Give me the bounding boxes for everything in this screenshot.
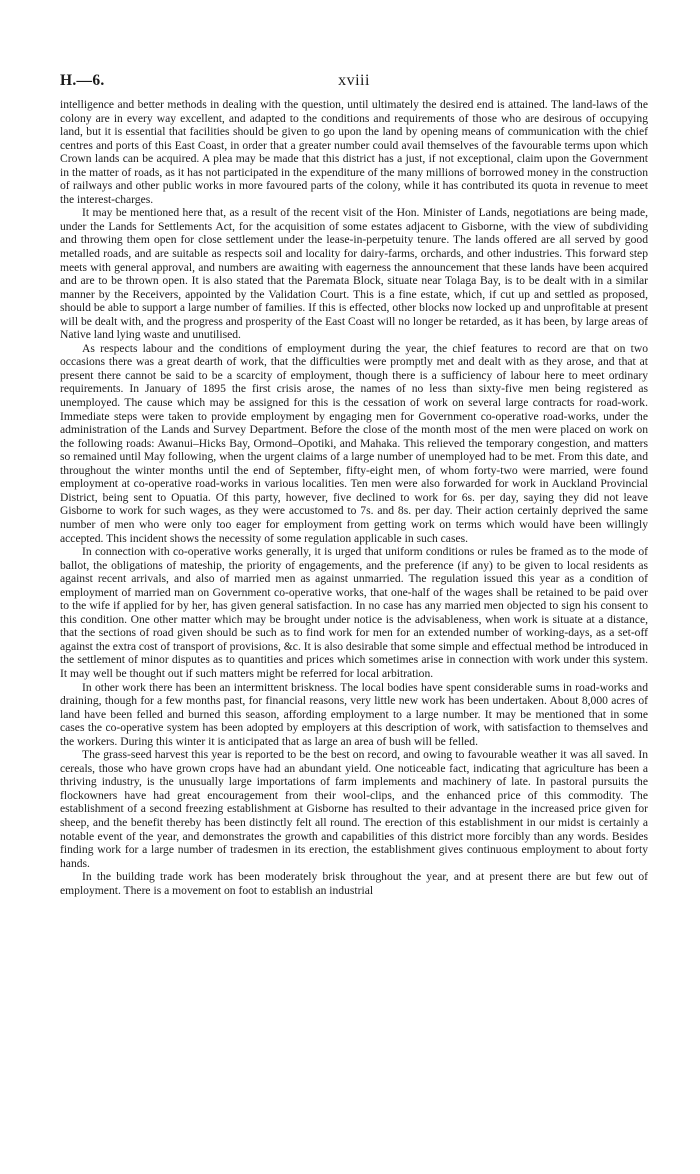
page-header xyxy=(60,72,648,94)
page-number: xviii xyxy=(338,72,370,89)
paragraph: It may be mentioned here that, as a result of the recent visit of the Hon. Minister of Lands, negotiations are being made, under the Lands for Settlements Act, for the acquisition of some estates adjacent to Gisborne, with the view of subdividing and throwing them open for close settlement under the lease-in-perpetuity tenure. The lands offered are all served by good metalled roads, and are suitable as respects soil and locality for dairy-farms, orchards, and other industries. This forward step meets with general approval, and numbers are awaiting with eagerness the announcement that these lands have been acquired and are to be thrown open. It is also stated that the Paremata Block, situate near Tolaga Bay, is to be dealt with in a similar manner by the Receivers, appointed by the Validation Court. This is a fine estate, which, if cut up and settled as proposed, should be able to support a large number of families. If this is effected, other blocks now locked up and unprofitable at present will be dealt with, and the progress and prosperity of the East Coast will no longer be retarded, as it has been, by large areas of Native land lying waste and unutilised. xyxy=(60,206,648,342)
paragraph: In connection with co-operative works generally, it is urged that uniform conditions or rules be framed as to the mode of ballot, the obligations of mateship, the priority of engagements, and the preference (if any) to be given to local residents as against recent arrivals, and also of married men as against unmarried. The regulation issued this year as a condition of employment of married man on Government co-operative works, that one-half of the wages shall be retained to be paid over to the wife if applied for by her, has given general satisfaction. In no case has any married men objected to sign his consent to this condition. One other matter which may be brought under notice is the advisableness, when work is situate at a distance, that the sections of road given should be such as to find work for men for an extended number of working-days, as a set-off against the extra cost of transport of provisions, &c. It is also desirable that some simple and effectual method be introduced in the settlement of minor disputes as to quantities and prices which sometimes arise in connection with work under this system. It may well be thought out if such matters might be referred for local arbitration. xyxy=(60,545,649,680)
document-reference: H.—6. xyxy=(60,72,105,89)
body-text xyxy=(60,98,648,897)
paragraph: As respects labour and the conditions of employment during the year, the chief features to record are that on two occasions there was a great dearth of work, that the difficulties were promptly met and dealt with as they arose, and that at present there cannot be said to be a scarcity of employment, though there is a sufficiency of labour here to meet ordinary requirements. In January of 1895 the first crisis arose, the names of no less than sixty-five men being registered as unemployed. The cause which may be assigned for this is the cessation of work on several large contracts for road-work. Immediate steps were taken to provide employment by engaging men for Government co-operative road-works, under the administration of the Lands and Survey Department. Before the close of the month most of the men were placed on work on the following roads: Awanui–Hicks Bay, Ormond–Opotiki, and Mahaka. This relieved the temporary congestion, and matters so remained until May following, when the urgent claims of a large number of unemployed had to be met. From this date, and throughout the winter months until the end of September, fifty-eight men, of whom forty-two were married, were found employment at co-operative road-works in various localities. Ten men were also forwarded for work in Auckland Provincial District, being sent to Opuatia. Of this party, however, five declined to work for 6s. per day, saying they did not leave Gisborne to work for such wages, as they were accustomed to 7s. and 8s. per day. Their action certainly deprived the same number of men who were only too eager for employment from getting work on terms which would have been willingly accepted. This incident shows the necessity of some regulation applicable in such cases. xyxy=(60,341,648,545)
paragraph: In the building trade work has been moderately brisk throughout the year, and at present there are but few out of employment. There is a movement on foot to establish an industrial xyxy=(60,870,648,897)
document-page xyxy=(60,72,648,897)
paragraph: intelligence and better methods in dealing with the question, until ultimately the desired end is attained. The land-laws of the colony are in every way excellent, and adapted to the conditions and requirements of those who are desirous of occupying land, but it is essential that facilities should be given to go upon the land by opening means of communication with the chief centres and ports of this East Coast, in order that a greater number could avail themselves of the favourable terms upon which Crown lands can be acquired. A plea may be made that this district has a just, if not exceptional, claim upon the Government in the matter of roads, as it has not participated in the expenditure of the many millions of borrowed money in the construction of railways and other public works in more favoured parts of the colony, while it has contributed its quota in revenue to meet the interest-charges. xyxy=(60,98,648,206)
paragraph: In other work there has been an intermittent briskness. The local bodies have spent considerable sums in road-works and draining, though for a few months past, for financial reasons, very little new work has been undertaken. About 8,000 acres of land have been felled and burned this season, affording employment to a large number. It may be mentioned that in some cases the co-operative system has been adopted by employers at this description of work, with satisfaction to themselves and the workers. During this winter it is anticipated that as large an area of bush will be felled. xyxy=(60,680,648,748)
paragraph: The grass-seed harvest this year is reported to be the best on record, and owing to favourable weather it was all saved. In cereals, those who have grown crops have had an abundant yield. One noticeable fact, indicating that agriculture has been a thriving industry, is the unusually large importations of farm implements and machinery of late. In pastoral pursuits the flockowners have had great encouragement from their wool-clips, and the enhanced price of this commodity. The establishment of a second freezing establishment at Gisborne has resulted to their advantage in the increased price given for sheep, and the benefit thereby has been distinctly felt all round. The erection of this establishment in our midst is certainly a notable event of the year, and demonstrates the growth and capabilities of this district more forcibly than any words. Besides finding work for a large number of tradesmen in its erection, the establishment gives continuous employment to about forty hands. xyxy=(60,748,648,870)
